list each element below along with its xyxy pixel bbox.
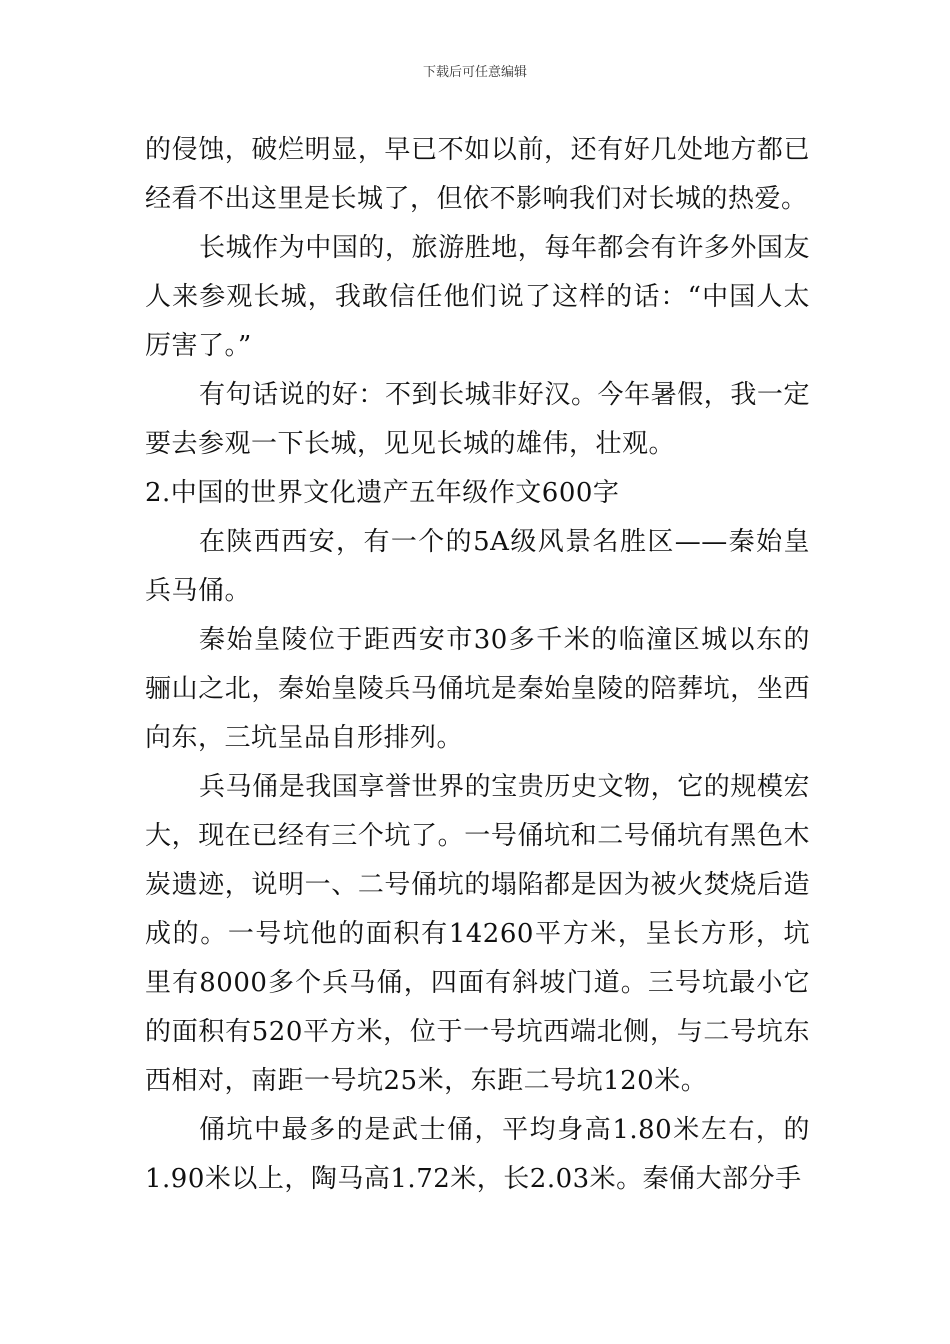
section-heading: 2.中国的世界文化遗产五年级作文600字 <box>145 478 620 508</box>
paragraph: 兵马俑是我国享誉世界的宝贵历史文物，它的规模宏大，现在已经有三个坑了。一号俑坑和二号俑坑有黑色木炭遗迹，说明一、二号俑坑的塌陷都是因为被火焚烧后造成的。一号坑他的面积有14260平方米，呈长方形，坑里有8000多个兵马俑，四面有斜坡门道。三号坑最小它的面积有520平方米，位于一号坑西端北侧，与二号坑东西相对，南距一号坑25米，东距二号坑120米。 <box>145 772 810 1096</box>
paragraph: 在陕西西安，有一个的5A级风景名胜区——秦始皇兵马俑。 <box>145 527 810 606</box>
paragraph: 俑坑中最多的是武士俑，平均身高1.80米左右，的1.90米以上，陶马高1.72米，长2.03米。秦俑大部分手 <box>145 1115 810 1194</box>
paragraph: 有句话说的好：不到长城非好汉。今年暑假，我一定要去参观一下长城，见见长城的雄伟，壮观。 <box>145 380 810 459</box>
paragraph: 长城作为中国的，旅游胜地，每年都会有许多外国友人来参观长城，我敢信任他们说了这样的话：“中国人太厉害了。” <box>145 233 810 361</box>
paragraph-continued: 的侵蚀，破烂明显，早已不如以前，还有好几处地方都已经看不出这里是长城了，但依不影响我们对长城的热爱。 <box>145 135 810 214</box>
document-body <box>145 126 810 1204</box>
page-header-note: 下载后可任意编辑 <box>422 65 527 80</box>
paragraph: 秦始皇陵位于距西安市30多千米的临潼区城以东的骊山之北，秦始皇陵兵马俑坑是秦始皇陵的陪葬坑，坐西向东，三坑呈品自形排列。 <box>145 625 810 753</box>
